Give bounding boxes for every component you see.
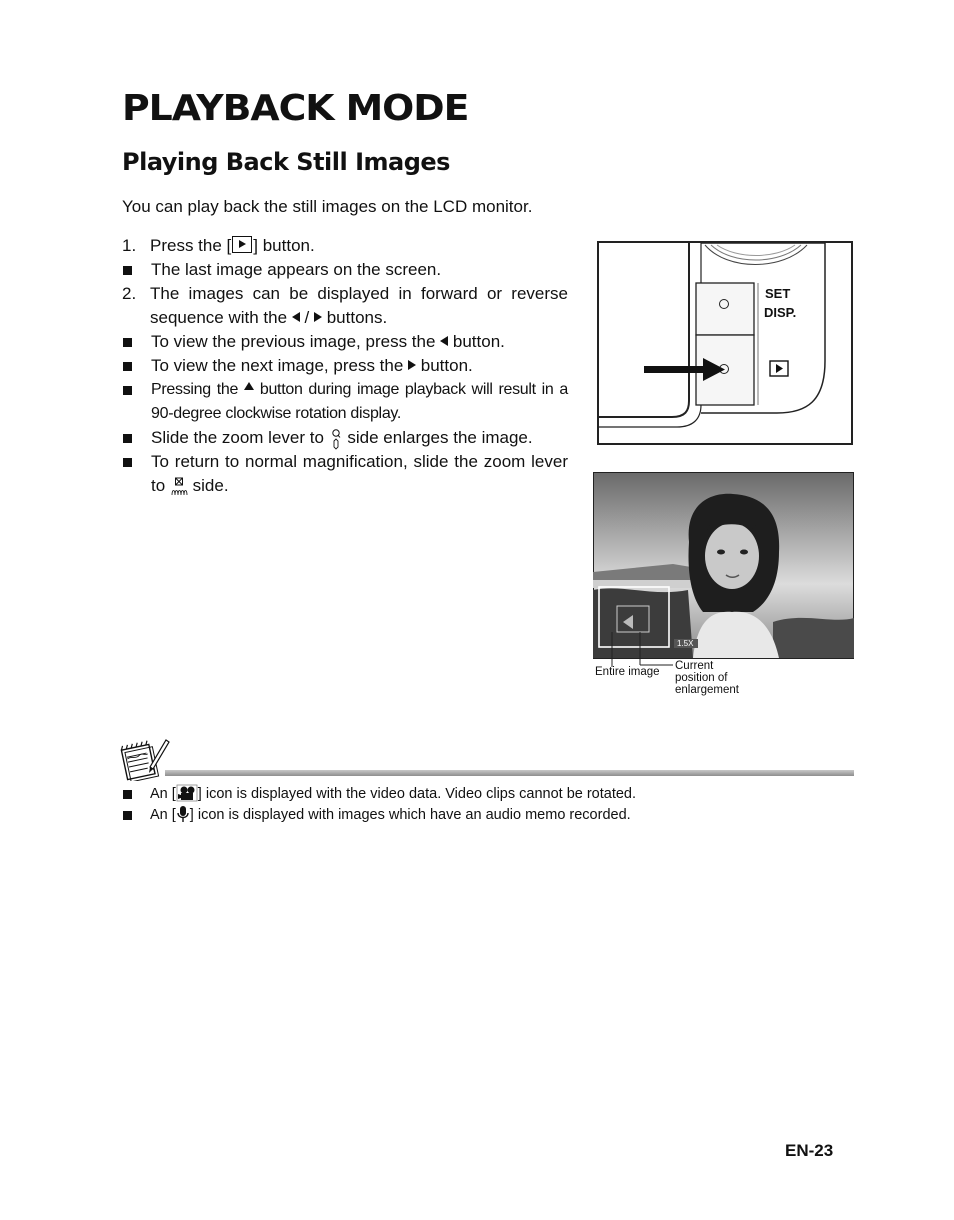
video-camera-icon — [176, 784, 198, 802]
note-text: ] icon is displayed with the video data. Video clips cannot be rotated. — [197, 786, 637, 802]
note-1 — [122, 784, 636, 805]
bullet-icon — [123, 790, 132, 799]
bullet-icon — [123, 386, 132, 395]
left-arrow-icon — [440, 336, 448, 346]
bullet-text: button during image playback will result in a 90-degree clockwise rotation display. — [151, 381, 568, 422]
bullet-icon — [123, 458, 132, 467]
note-text: An [ — [150, 786, 176, 802]
intro-text: You can play back the still images on the LCD monitor. — [122, 197, 533, 216]
caption-current-line-3: enlargement — [675, 684, 739, 696]
note-text: ] icon is displayed with images which have an audio memo recorded. — [189, 806, 631, 823]
notes-list — [122, 784, 636, 825]
bullet-text: side enlarges the image. — [347, 428, 533, 447]
note-2 — [122, 805, 636, 826]
photo-image — [593, 472, 854, 659]
step-text: The images can be displayed in forward or reverse sequence with the — [150, 284, 568, 327]
zoom-wide-icon — [170, 476, 188, 498]
bullet-icon — [123, 362, 132, 371]
step-2-bullet-2 — [122, 354, 568, 378]
step-1 — [122, 234, 568, 258]
bullet-text: To return to normal magnification, slide the zoom lever to — [151, 452, 568, 495]
note-divider — [165, 770, 854, 776]
step-1-bullet-1 — [122, 258, 568, 282]
bullet-text: button. — [420, 356, 473, 375]
bullet-text: side. — [192, 476, 229, 495]
separator: / — [304, 308, 310, 327]
bullet-text: Slide the zoom lever to — [151, 428, 324, 447]
disp-label: DISP. — [764, 305, 797, 320]
camera-back-drawing — [597, 241, 853, 445]
notepad-pencil-icon — [118, 737, 170, 781]
step-text: ] button. — [253, 236, 315, 255]
bullet-icon — [123, 811, 132, 820]
playback-photo-illustration — [593, 472, 854, 659]
step-2-bullet-1 — [122, 330, 568, 354]
camera-back-illustration — [597, 241, 853, 445]
step-2-bullet-4 — [122, 426, 568, 450]
note-text: An [ — [150, 806, 176, 823]
caption-current-line-1: Current — [675, 660, 714, 672]
bullet-text: To view the previous image, press the — [151, 332, 436, 351]
play-button-icon — [232, 236, 252, 253]
set-label: SET — [765, 286, 791, 301]
bullet-text: The last image appears on the screen. — [151, 260, 442, 279]
bullet-icon — [123, 266, 132, 275]
step-number: 2. — [122, 284, 137, 303]
bullet-text: Pressing the — [151, 381, 239, 398]
up-arrow-icon — [244, 382, 254, 390]
step-number: 1. — [122, 236, 137, 255]
caption-entire-image: Entire image — [595, 666, 660, 678]
step-text: Press the [ — [150, 236, 232, 255]
right-arrow-icon — [314, 312, 322, 322]
section-title: Playing Back Still Images — [122, 148, 450, 176]
step-2-bullet-3 — [122, 378, 568, 426]
zoom-tele-icon — [329, 428, 343, 450]
steps-list — [122, 234, 568, 498]
zoom-level-label: 1.5X — [677, 639, 694, 648]
step-text: buttons. — [326, 308, 388, 327]
page-number: EN-23 — [785, 1141, 834, 1160]
caption-current-line-2: position of — [675, 672, 728, 684]
right-arrow-icon — [408, 360, 416, 370]
left-arrow-icon — [292, 312, 300, 322]
step-2-bullet-5 — [122, 450, 568, 498]
bullet-icon — [123, 338, 132, 347]
microphone-icon — [176, 805, 190, 823]
page-title: PLAYBACK MODE — [122, 88, 469, 129]
bullet-icon — [123, 434, 132, 443]
step-2 — [122, 282, 568, 330]
bullet-text: button. — [452, 332, 505, 351]
bullet-text: To view the next image, press the — [151, 356, 404, 375]
